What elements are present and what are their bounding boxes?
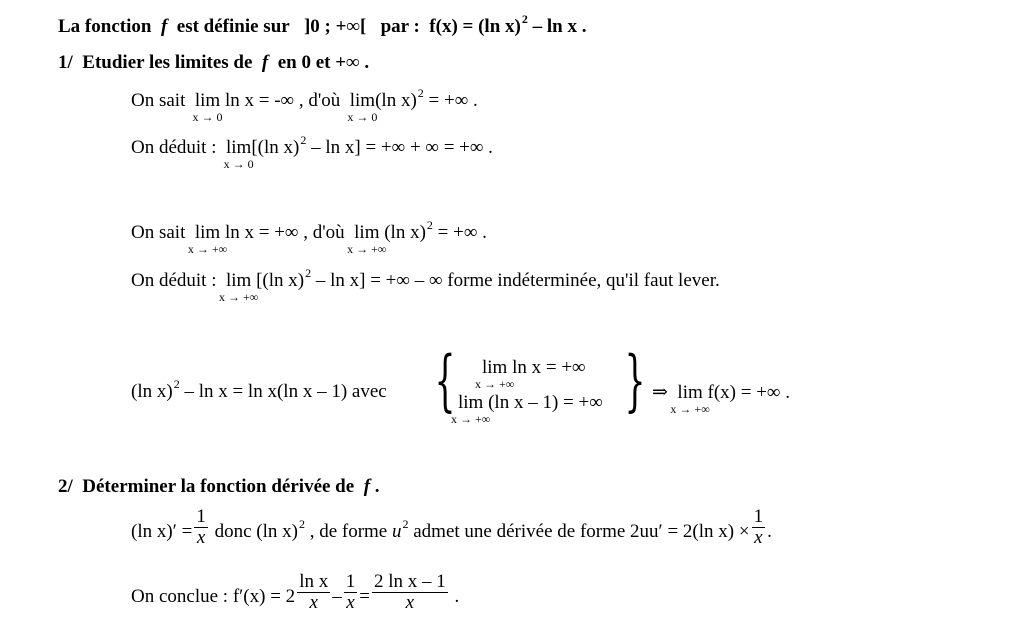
- conclusion-line: [652, 381, 790, 416]
- lim-text: lim: [677, 382, 703, 403]
- text: – ln x] = +∞ + ∞ = +∞ .: [311, 137, 493, 158]
- text: =: [359, 585, 370, 607]
- text: f(x) = +∞ .: [707, 382, 790, 403]
- text: .: [374, 476, 380, 497]
- question-2-heading: [58, 476, 380, 498]
- lim-text: lim: [354, 222, 380, 243]
- fraction: [194, 507, 208, 548]
- text: On sait: [131, 90, 186, 111]
- lim-text: lim: [458, 392, 484, 413]
- text: [(ln x): [256, 270, 305, 291]
- text: – ln x] = +∞ – ∞ forme indéterminée, qu'il faut lever.: [315, 270, 720, 291]
- text: (ln x): [384, 222, 426, 243]
- exponent: 2: [173, 377, 180, 391]
- lim-text: lim: [194, 222, 221, 243]
- limit-operator: [347, 90, 378, 124]
- intro-text: La fonction: [58, 16, 152, 37]
- limit-line-3: [131, 218, 487, 256]
- exponent: 2: [417, 86, 424, 100]
- exponent: 2: [521, 12, 528, 26]
- text: On sait: [131, 222, 186, 243]
- system-top-line: [475, 357, 586, 391]
- text: , de forme: [309, 520, 388, 542]
- lim-text: lim: [194, 90, 221, 111]
- question-1-heading: [58, 52, 369, 74]
- text: .: [454, 585, 460, 607]
- function-name: f: [160, 16, 168, 37]
- limit-operator: [187, 222, 228, 256]
- limit-operator: [223, 137, 254, 171]
- text: – ln x = ln x(ln x – 1) avec: [184, 381, 387, 402]
- exponent: 2: [305, 266, 312, 280]
- function-name: f: [363, 476, 371, 497]
- question-number: 1/: [58, 52, 73, 73]
- text: ln x = +∞ , d'où: [224, 222, 345, 243]
- question-number: 2/: [58, 476, 73, 497]
- lim-subscript: x → 0: [223, 157, 254, 171]
- text: On déduit :: [131, 137, 217, 158]
- text: (ln x): [375, 90, 417, 111]
- text: On déduit :: [131, 270, 217, 291]
- text: (ln x – 1) = +∞: [488, 392, 603, 413]
- denominator: x: [196, 527, 206, 548]
- lim-subscript: x → +∞: [451, 412, 491, 426]
- lim-subscript: x → +∞: [187, 242, 228, 256]
- text: admet une dérivée de forme 2uu′ = 2(ln x) ×: [413, 520, 750, 542]
- header-line: [58, 12, 587, 38]
- limit-operator: [219, 270, 259, 304]
- function-expression: f(x) = (ln x): [429, 16, 521, 37]
- exponent: 2: [300, 133, 307, 147]
- question-title-2: en 0 et +∞ .: [277, 52, 370, 73]
- derivative-line-2: [131, 571, 460, 618]
- numerator: 1: [196, 506, 206, 527]
- lim-text: lim: [482, 357, 508, 378]
- text: donc (ln x): [214, 520, 298, 542]
- denominator: x: [346, 592, 355, 613]
- left-brace: {: [434, 342, 456, 419]
- numerator: ln x: [299, 571, 329, 592]
- fraction: [344, 572, 358, 613]
- text: = +∞ .: [428, 90, 478, 111]
- lim-text: lim: [226, 270, 252, 291]
- limit-operator: [475, 357, 515, 391]
- lim-subscript: x → +∞: [347, 242, 387, 256]
- intro-text-2: est définie sur: [176, 16, 290, 37]
- text: = +∞ .: [437, 222, 487, 243]
- implies-symbol: ⇒: [652, 382, 668, 403]
- text: On conclue : f′(x) = 2: [131, 585, 296, 607]
- exponent: 2: [298, 516, 305, 531]
- limit-line-2: [131, 133, 493, 171]
- function-tail: – ln x .: [532, 16, 587, 37]
- text: .: [767, 520, 772, 542]
- denominator: x: [754, 527, 763, 548]
- domain-interval: ]0 ; +∞[: [303, 16, 367, 37]
- text: ln x = -∞ , d'où: [224, 90, 341, 111]
- text: (ln x): [131, 381, 173, 402]
- numerator: 1: [345, 571, 356, 592]
- limit-operator: [192, 90, 223, 124]
- lim-subscript: x → 0: [192, 110, 223, 124]
- lim-text: lim: [349, 90, 376, 111]
- lim-text: lim: [226, 137, 252, 158]
- limit-line-1: [131, 86, 478, 124]
- text: [(ln x): [251, 137, 300, 158]
- lim-subscript: x → +∞: [670, 402, 710, 416]
- limit-operator: [451, 392, 491, 426]
- variable-u: u: [392, 520, 402, 542]
- derivative-line-1: [131, 506, 772, 553]
- text: ln x = +∞: [512, 357, 586, 378]
- factorization-line: [131, 377, 387, 403]
- function-name: f: [261, 52, 269, 73]
- limit-operator: [670, 382, 710, 416]
- fraction: [372, 572, 448, 613]
- numerator: 2 ln x – 1: [373, 571, 446, 592]
- denominator: x: [309, 592, 318, 613]
- exponent: 2: [426, 218, 433, 232]
- lim-subscript: x → +∞: [219, 290, 259, 304]
- lim-subscript: x → +∞: [475, 377, 515, 391]
- right-brace: }: [624, 342, 646, 419]
- fraction: [752, 507, 766, 548]
- limit-operator: [347, 222, 387, 256]
- text: –: [332, 585, 342, 607]
- text: (ln x)′ =: [131, 520, 193, 542]
- par-text: par :: [380, 16, 420, 37]
- question-title: Déterminer la fonction dérivée de: [82, 476, 355, 497]
- denominator: x: [405, 592, 415, 613]
- lim-subscript: x → 0: [347, 110, 378, 124]
- system-bottom-line: [451, 392, 603, 426]
- numerator: 1: [753, 506, 764, 527]
- exponent: 2: [402, 516, 409, 531]
- limit-line-4: [131, 266, 720, 304]
- question-title: Etudier les limites de: [82, 52, 253, 73]
- fraction: [297, 572, 330, 613]
